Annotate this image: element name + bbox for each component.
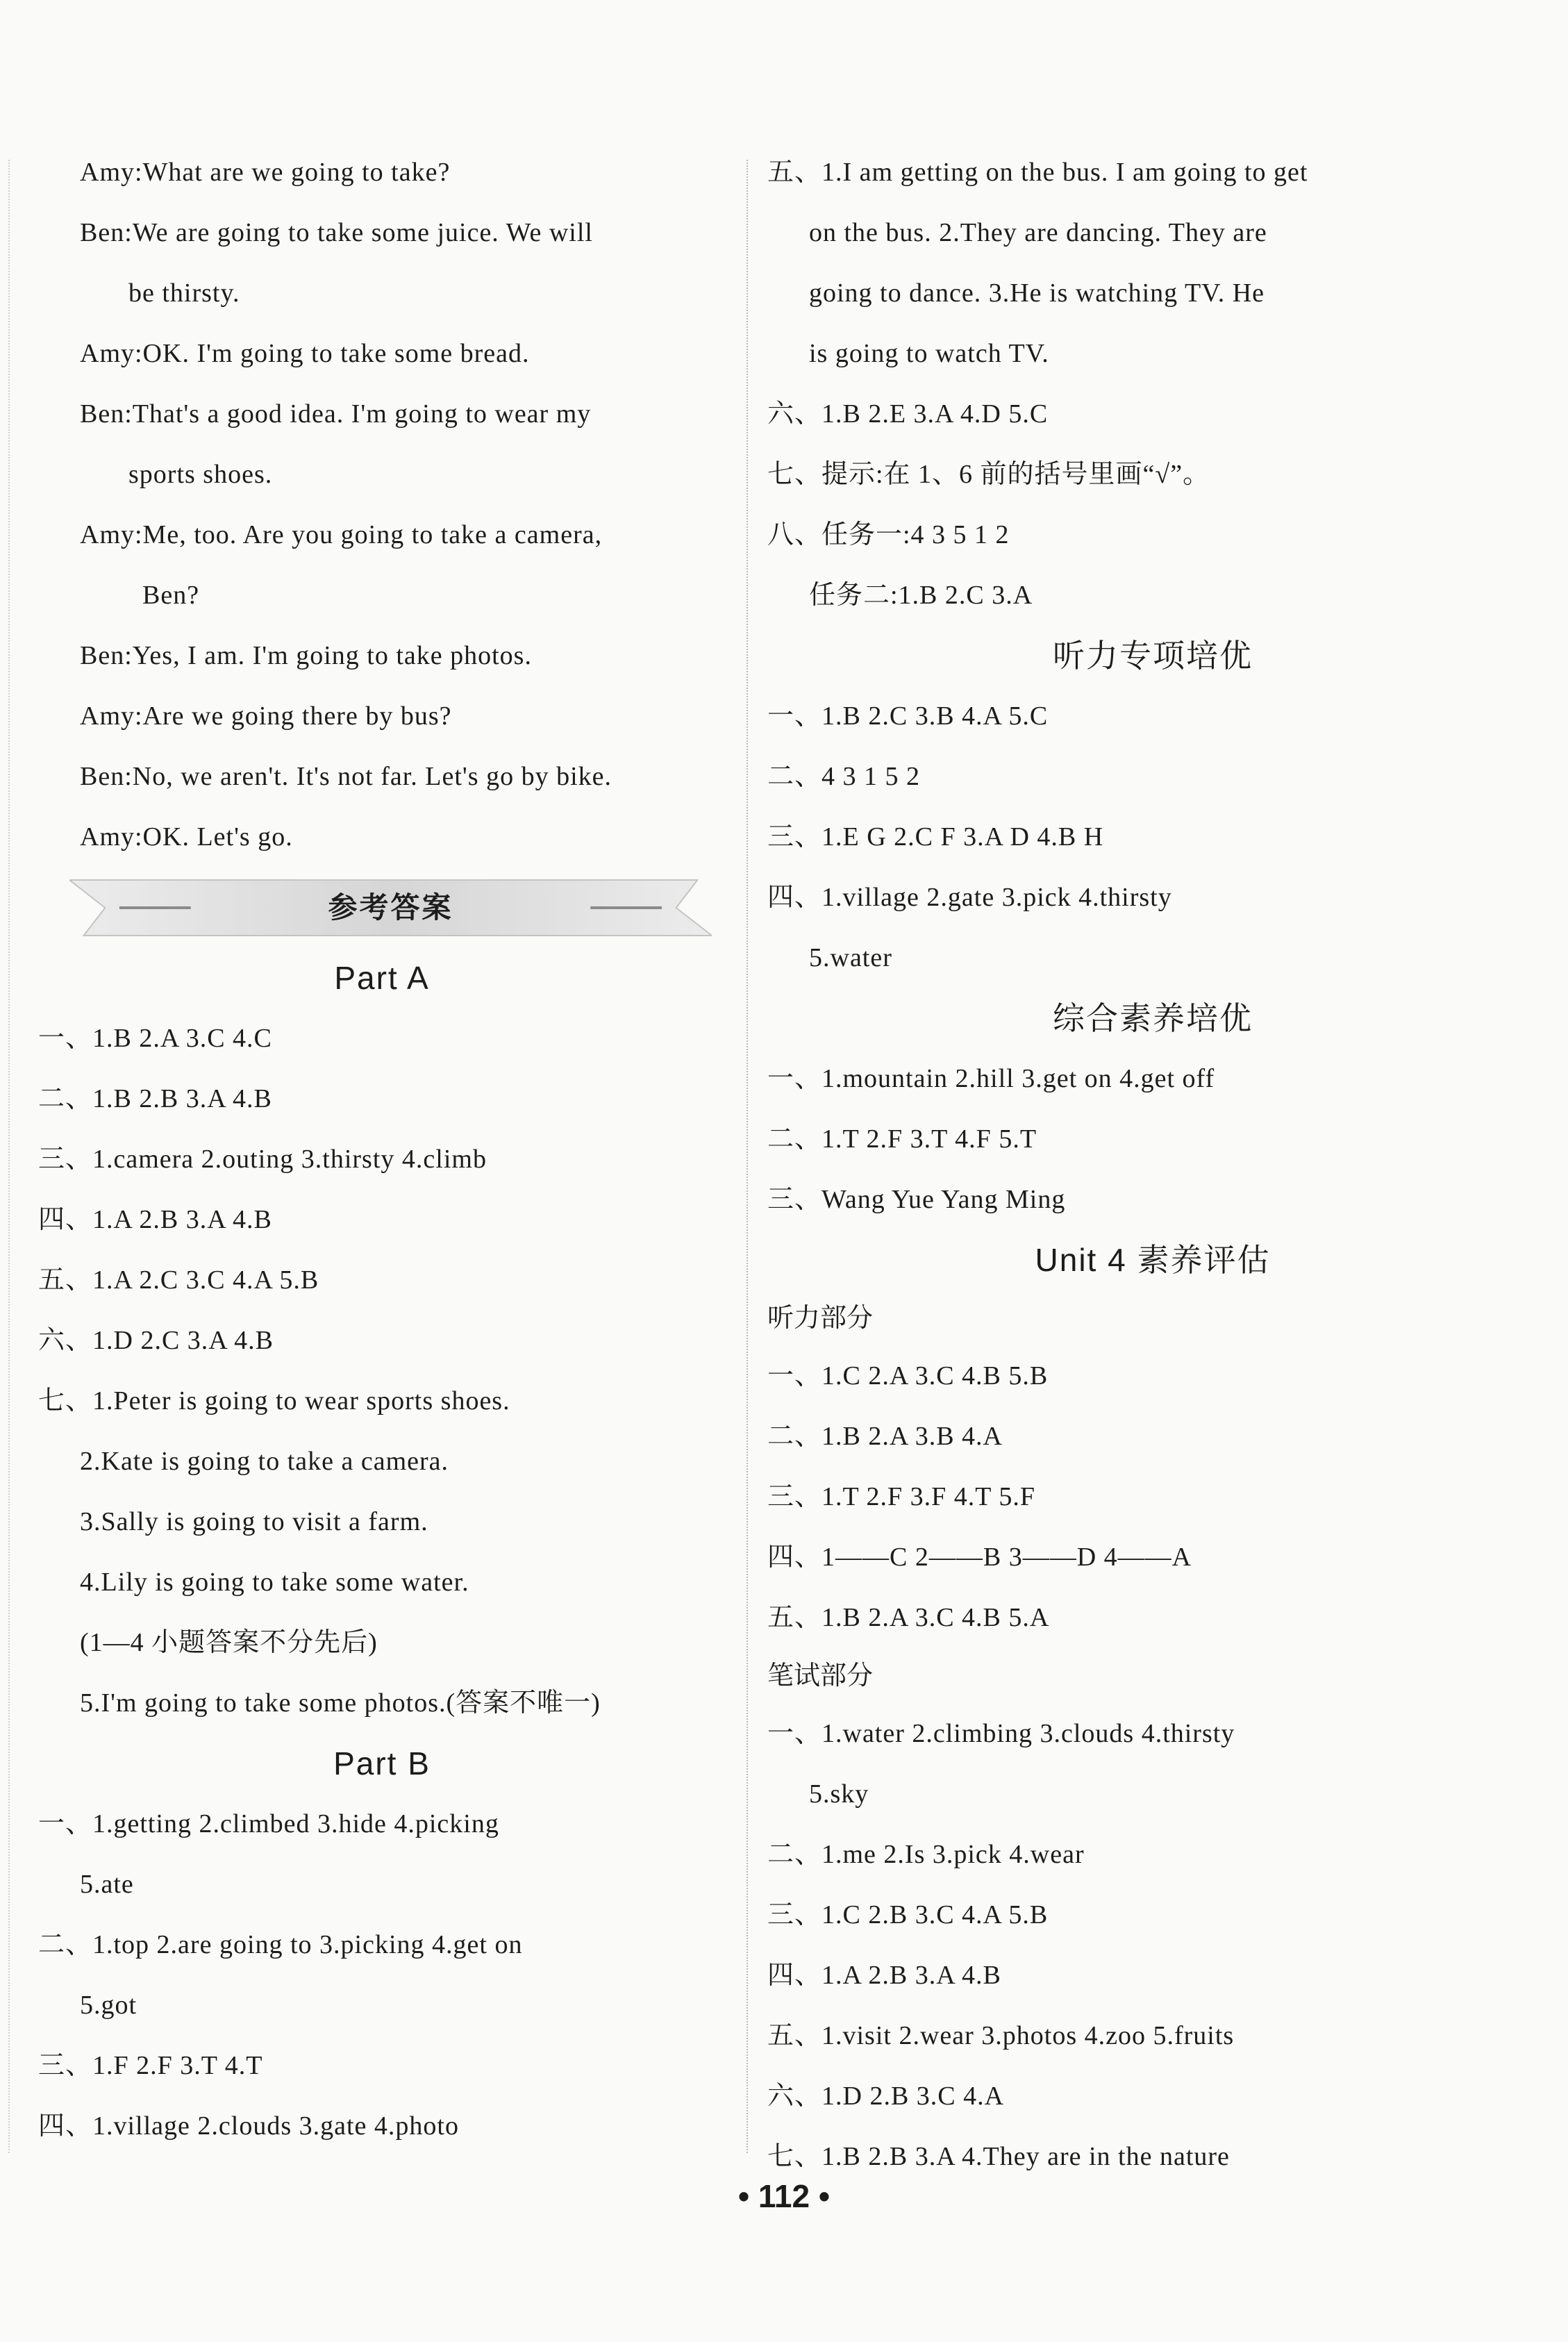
answer-line: 任务二:1.B 2.C 3.A [809,581,1033,610]
answer-line: 二、1.B 2.B 3.A 4.B [38,1084,272,1113]
answer-line: 六、1.B 2.E 3.A 4.D 5.C [767,399,1049,429]
comprehensive-title: 综合素养培优 [1053,1000,1253,1036]
dialogue-line: Amy:Me, too. Are you going to take a camera, [80,520,603,549]
answer-line: 5.ate [80,1870,134,1899]
answer-line: 一、1.B 2.A 3.C 4.C [38,1024,272,1053]
answer-note: (1—4 小题答案不分先后) [80,1628,378,1657]
answer-line: 四、1——C 2——B 3——D 4——A [767,1543,1192,1572]
banner-title: 参考答案 [328,890,453,924]
dialogue-line: Amy:OK. Let's go. [80,822,293,852]
dialogue-line: Amy:Are we going there by bus? [80,701,452,731]
answer-line: 4.Lily is going to take some water. [80,1568,469,1597]
answer-line: 六、1.D 2.C 3.A 4.B [38,1326,274,1355]
page-edge-rule [8,160,10,2153]
answer-line: 五、1.A 2.C 3.C 4.A 5.B [38,1265,319,1295]
answer-line: going to dance. 3.He is watching TV. He [809,279,1265,308]
dialogue-line: Amy:What are we going to take? [80,158,451,187]
answer-line: 四、1.village 2.gate 3.pick 4.thirsty [767,883,1172,912]
answer-line: 三、1.F 2.F 3.T 4.T [38,2051,263,2080]
answer-line: 三、1.camera 2.outing 3.thirsty 4.climb [38,1145,487,1174]
column-divider [747,160,748,2153]
answer-line: 七、1.Peter is going to wear sports shoes. [38,1386,510,1415]
part-a-title: Part A [334,960,430,996]
answer-line: 五、1.visit 2.wear 3.photos 4.zoo 5.fruits [767,2021,1235,2050]
answer-line: 六、1.D 2.B 3.C 4.A [767,2082,1005,2111]
answer-line: 二、1.me 2.Is 3.pick 4.wear [767,1840,1085,1869]
answer-line: 一、1.B 2.C 3.B 4.A 5.C [767,701,1049,731]
answer-line: 八、任务一:4 3 5 1 2 [767,520,1010,549]
answer-line: 5.I'm going to take some photos.(答案不唯一) [80,1688,601,1718]
answer-line: is going to watch TV. [809,339,1049,368]
answer-line: 七、1.B 2.B 3.A 4.They are in the nature [767,2142,1230,2171]
answer-line: 2.Kate is going to take a camera. [80,1447,449,1476]
answer-line: on the bus. 2.They are dancing. They are [809,218,1267,247]
answer-line: 5.sky [809,1779,869,1809]
answers-banner [69,873,712,942]
answer-line: 一、1.getting 2.climbed 3.hide 4.picking [38,1809,499,1838]
answer-line: 三、1.T 2.F 3.F 4.T 5.F [767,1482,1035,1511]
left-column [38,142,726,2157]
answer-line: 一、1.C 2.A 3.C 4.B 5.B [767,1361,1049,1390]
dialogue-line: sports shoes. [128,460,273,489]
answer-line: 四、1.A 2.B 3.A 4.B [767,1961,1001,1990]
answer-line: 五、1.I am getting on the bus. I am going to get [767,158,1308,187]
dialogue-line: Ben:No, we aren't. It's not far. Let's go by bike. [80,762,612,791]
answer-line: 一、1.mountain 2.hill 3.get on 4.get off [767,1064,1215,1093]
page-number: • 112 • [738,2178,830,2214]
answer-line: 3.Sally is going to visit a farm. [80,1507,428,1536]
dialogue-line: Ben:We are going to take some juice. We will [80,218,593,247]
dialogue-line: Ben:Yes, I am. I'm going to take photos. [80,641,532,670]
answer-line: 5.got [80,1991,137,2020]
answer-line: 二、1.top 2.are going to 3.picking 4.get on [38,1930,523,1959]
answer-line: 三、1.C 2.B 3.C 4.A 5.B [767,1900,1049,1929]
dialogue-line: Ben? [142,581,200,610]
listening-title: 听力专项培优 [1053,638,1253,674]
part-b-title: Part B [333,1745,431,1782]
answer-line: 二、1.T 2.F 3.T 4.F 5.T [767,1124,1037,1154]
answer-line: 二、4 3 1 5 2 [767,762,921,791]
dialogue-line: Ben:That's a good idea. I'm going to wear my [80,399,592,429]
right-column [767,142,1538,2187]
answer-line: 5.water [809,943,892,972]
answer-line: 三、1.E G 2.C F 3.A D 4.B H [767,822,1104,852]
answer-line: 七、提示:在 1、6 前的括号里画“√”。 [767,460,1210,489]
written-part-label: 笔试部分 [767,1661,874,1691]
answer-line: 四、1.A 2.B 3.A 4.B [38,1205,272,1234]
answer-line: 二、1.B 2.A 3.B 4.A [767,1422,1003,1451]
answer-line: 五、1.B 2.A 3.C 4.B 5.A [767,1603,1050,1632]
unit4-title: Unit 4 素养评估 [1035,1242,1271,1278]
answer-line: 一、1.water 2.climbing 3.clouds 4.thirsty [767,1719,1235,1748]
listening-part-label: 听力部分 [767,1304,874,1333]
answer-line: 三、Wang Yue Yang Ming [767,1185,1066,1214]
answer-line: 四、1.village 2.clouds 3.gate 4.photo [38,2111,459,2141]
dialogue-line: be thirsty. [128,279,240,308]
dialogue-line: Amy:OK. I'm going to take some bread. [80,339,530,368]
